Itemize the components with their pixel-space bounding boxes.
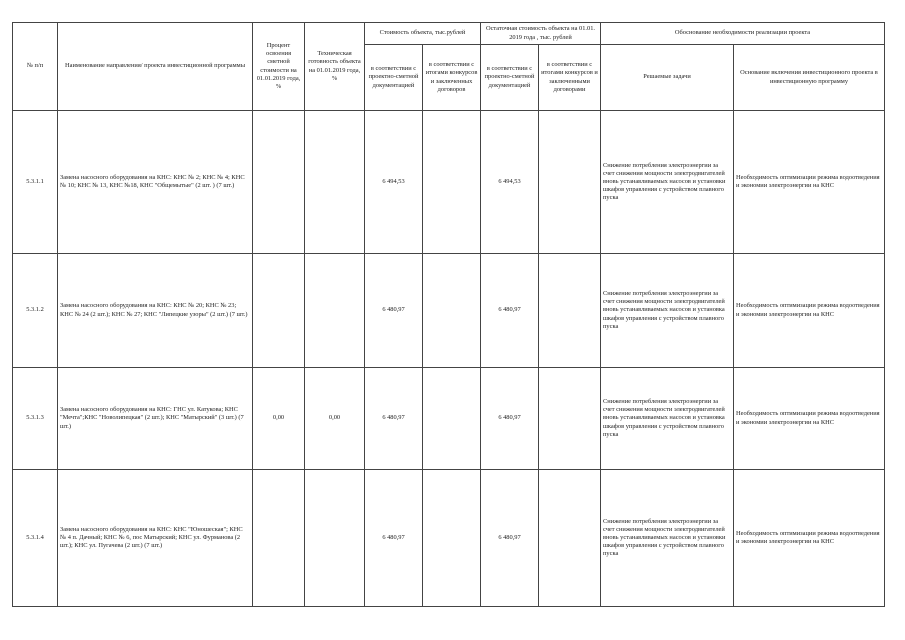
row-readiness xyxy=(305,111,365,254)
header-tasks: Решаемые задачи xyxy=(601,45,734,111)
row-tasks: Снижение потребления электроэнергии за счет снижения мощности электродвигателей вновь устанавливаемых насосов и установки шкафов управления с устройством плавного пуска xyxy=(601,111,734,254)
row-project-name: Замена насосного оборудования на КНС: КНС "Юношеская"; КНС № 4 п. Дачный; КНС № 6, пос Матырский; КНС ул. Фурманова (2 шт.); КНС ул. Пугачева (2 шт.) (7 шт.) xyxy=(58,470,253,607)
row-project-name: Замена насосного оборудования на КНС: КНС № 20; КНС № 23; КНС № 24 (2 шт.); КНС № 27; КНС "Липецкие узоры" (2 шт.) (7 шт.) xyxy=(58,254,253,368)
investment-program-table xyxy=(12,22,885,607)
header-technical-readiness: Техническая готовность объекта на 01.01.2019 года, % xyxy=(305,23,365,111)
row-cost-contracts xyxy=(423,470,481,607)
row-basis: Необходимость оптимизации режима водоотведения и экономии электроэнергии на КНС xyxy=(734,470,885,607)
row-cost-contracts xyxy=(423,254,481,368)
row-cost-contracts xyxy=(423,368,481,470)
header-basis: Основание включения инвестиционного проекта в инвестиционную программу xyxy=(734,45,885,111)
row-residual-contracts xyxy=(539,254,601,368)
row-number: 5.3.1.1 xyxy=(13,111,58,254)
row-percent xyxy=(253,254,305,368)
row-readiness xyxy=(305,254,365,368)
row-project-name: Замена насосного оборудования на КНС: КНС № 2; КНС № 4; КНС № 10; КНС № 13, КНС №18, КНС "Общемытые" (2 шт. ) (7 шт.) xyxy=(58,111,253,254)
row-residual-contracts xyxy=(539,368,601,470)
header-cost-contracts: в соответствии с итогами конкурсов и заключенных договоров xyxy=(423,45,481,111)
table-row xyxy=(13,470,885,607)
row-tasks: Снижение потребления электроэнергии за счет снижения мощности электродвигателей вновь устанавливаемых насосов и установка шкафов управления с устройством плавного пуска xyxy=(601,368,734,470)
document-page xyxy=(12,22,885,607)
row-cost-psd: 6 494,53 xyxy=(365,111,423,254)
row-tasks: Снижение потребления электроэнергии за счет снижения мощности электродвигателей вновь устанавливаемых насосов и установка шкафов управления с устройством плавного пуска xyxy=(601,254,734,368)
header-residual-cost: Остаточная стоимость объекта на 01.01. 2019 года , тыс. рублей xyxy=(481,23,601,45)
header-percent-completion: Процент освоения сметной стоимости на 01.01.2019 года, % xyxy=(253,23,305,111)
row-percent xyxy=(253,470,305,607)
row-percent: 0,00 xyxy=(253,368,305,470)
row-cost-psd: 6 480,97 xyxy=(365,254,423,368)
row-residual-psd: 6 480,97 xyxy=(481,368,539,470)
header-cost-psd: в соответствии с проектно-сметной документацией xyxy=(365,45,423,111)
row-percent xyxy=(253,111,305,254)
table-header xyxy=(13,23,885,111)
row-basis: Необходимость оптимизации режима водоотведения и экономии электроэнергии на КНС xyxy=(734,254,885,368)
row-cost-contracts xyxy=(423,111,481,254)
header-residual-contracts: в соответствии с итогами конкурсов и заключенными договорами xyxy=(539,45,601,111)
header-project-name: Наименование направления/ проекта инвестиционной программы xyxy=(58,23,253,111)
row-readiness xyxy=(305,470,365,607)
row-number: 5.3.1.3 xyxy=(13,368,58,470)
header-residual-psd: в соответствии с проектно-сметной документацией xyxy=(481,45,539,111)
table-row xyxy=(13,111,885,254)
row-tasks: Снижение потребления электроэнергии за счет снижения мощности электродвигателей вновь устанавливаемых насосов и установки шкафов управления с устройством плавного пуска xyxy=(601,470,734,607)
header-object-cost: Стоимость объекта, тыс.рублей xyxy=(365,23,481,45)
row-basis: Необходимость оптимизации режима водоотведения и экономии электроэнергии на КНС xyxy=(734,111,885,254)
row-cost-psd: 6 480,97 xyxy=(365,368,423,470)
table-row xyxy=(13,368,885,470)
row-residual-contracts xyxy=(539,470,601,607)
header-justification: Обоснование необходимости реализации проекта xyxy=(601,23,885,45)
row-residual-psd: 6 480,97 xyxy=(481,470,539,607)
row-number: 5.3.1.2 xyxy=(13,254,58,368)
header-number: № п/п xyxy=(13,23,58,111)
row-cost-psd: 6 480,97 xyxy=(365,470,423,607)
row-readiness: 0,00 xyxy=(305,368,365,470)
row-number: 5.3.1.4 xyxy=(13,470,58,607)
row-basis: Необходимость оптимизации режима водоотведения и экономии электроэнергии на КНС xyxy=(734,368,885,470)
table-row xyxy=(13,254,885,368)
row-residual-psd: 6 494,53 xyxy=(481,111,539,254)
row-residual-contracts xyxy=(539,111,601,254)
row-residual-psd: 6 480,97 xyxy=(481,254,539,368)
row-project-name: Замена насосного оборудования на КНС: ГНС ул. Катукова; КНС "Мечта";КНС "Новолипецкая" (2 шт.); КНС "Матырский" (3 шт.) (7 шт.) xyxy=(58,368,253,470)
